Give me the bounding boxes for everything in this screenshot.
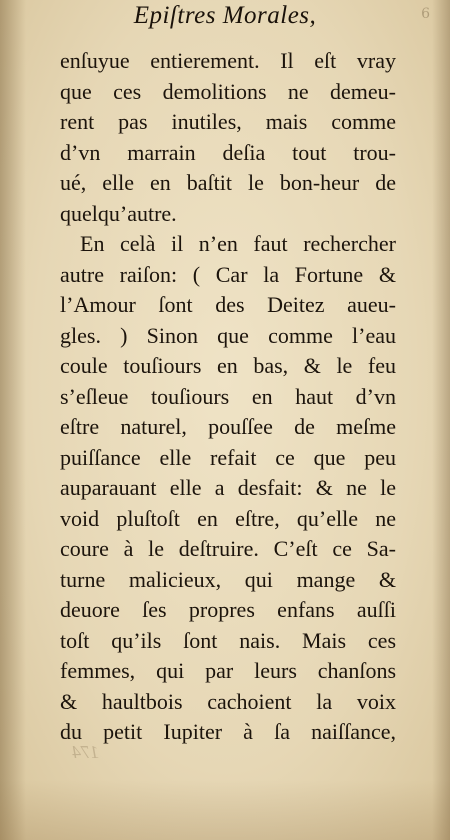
text-line: s’eſleue touſiours en haut d’vn <box>60 383 396 409</box>
body-text <box>60 46 396 748</box>
text-line: du petit Iupiter à ſa naiſſance, <box>60 719 396 744</box>
text-line: ué, elle en baſtit le bon-heur de <box>60 170 396 195</box>
gutter-shadow <box>0 0 26 840</box>
text-line: auparauant elle a desfait: & ne le <box>60 475 396 500</box>
text-line: rent pas inutiles, mais comme <box>60 109 396 134</box>
text-line: autre raiſon: ( Car la Fortune & <box>60 261 396 287</box>
text-line: & haultbois cachoient la voix <box>60 688 396 714</box>
text-line: l’Amour ſont des Deitez aueu- <box>60 292 396 317</box>
bleed-through-mark: 174 <box>72 742 99 762</box>
corner-mark: 6 <box>421 6 430 22</box>
text-line: turne malicieux, qui mange & <box>60 566 396 592</box>
paragraph-first-line: En celà il n’en faut rechercher <box>80 231 396 256</box>
text-line: toſt qu’ils ſont nais. Mais ces <box>60 627 396 653</box>
running-head: Epiſtres Morales, <box>133 2 317 29</box>
text-line: femmes, qui par leurs chanſons <box>60 658 396 683</box>
text-line: puiſſance elle refait ce que peu <box>60 444 396 470</box>
text-line: coure à le deſtruire. C’eſt ce Sa- <box>60 536 396 561</box>
text-line: que ces demolitions ne demeu- <box>60 78 396 104</box>
bottom-shade <box>0 780 450 840</box>
text-line: quelqu’autre. <box>60 200 177 226</box>
edge-shadow <box>432 0 450 840</box>
text-line: void pluſtoſt en eſtre, qu’elle ne <box>60 505 396 531</box>
text-line: enſuyue entierement. Il eſt vray <box>60 48 396 73</box>
text-line: deuore ſes propres enfans auſſi <box>60 597 396 622</box>
text-line: coule touſiours en bas, & le feu <box>60 353 396 378</box>
text-line: d’vn marrain deſia tout trou- <box>60 139 396 165</box>
text-line: eſtre naturel, pouſſee de meſme <box>60 414 396 439</box>
text-line: gles. ) Sinon que comme l’eau <box>60 322 396 348</box>
